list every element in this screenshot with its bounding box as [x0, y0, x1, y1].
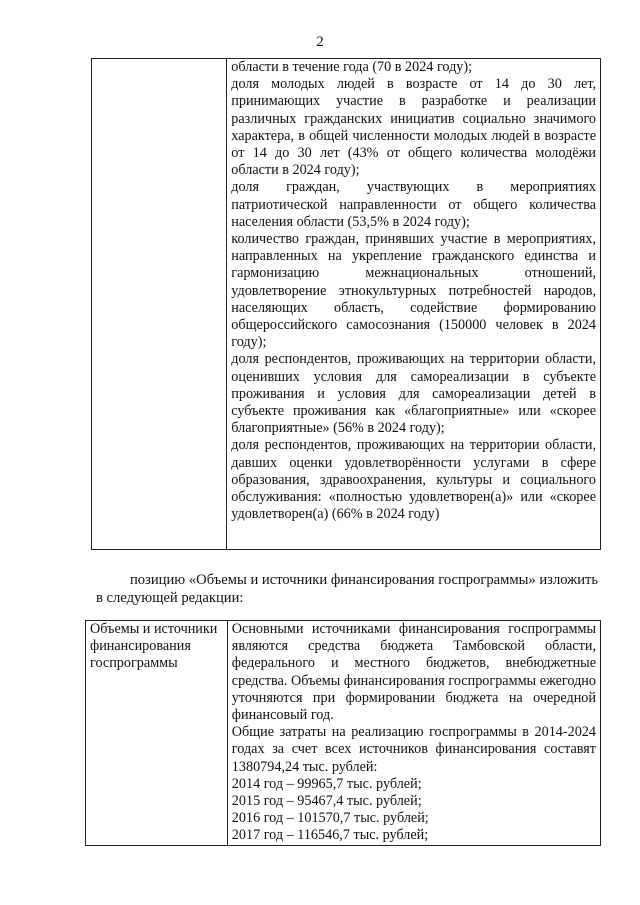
indicators-table [91, 58, 601, 550]
table1-right-cell [227, 59, 601, 550]
intro-text: позицию «Объемы и источники финансирования госпрограммы» изложить в следующей редакции: [96, 572, 599, 606]
table2-right-cell [227, 621, 600, 846]
financing-paragraph: Основными источниками финансирования госпрограммы являются средства бюджета Тамбовской области, федерального и местного бюджетов, внебюджетные средства. Объемы финансирования госпрограммы ежегодно уточняются при формировании бюджета на очередной финансовый год. [231, 621, 596, 724]
intro-paragraph [96, 572, 601, 607]
financing-heading: Объемы и источники финансирования госпрограммы [90, 621, 218, 672]
page-number: 2 [316, 34, 324, 50]
indicator-paragraph: доля молодых людей в возрасте от 14 до 30 лет, принимающих участие в разработке и реализации различных гражданских инициатив социально значимого характера, в общей численности молодых людей в возрасте от 14 до 30 лет (43% от общего количества молодёжи области в 2024 году); [231, 76, 596, 179]
indicator-paragraph: доля респондентов, проживающих на территории области, давших оценки удовлетворённости услугами в сфере образования, здравоохранения, культуры и социального обслуживания: «полностью удовлетворен(а)» или «скорее удовлетворен(а) (66% в 2024 году) [231, 437, 596, 523]
financing-year-line: 2015 год – 95467,4 тыс. рублей; [231, 793, 422, 810]
indicator-paragraph: доля респондентов, проживающих на территории области, оценивших условия для самореализации в субъекте проживания и условия для самореализации детей в субъекте проживания как «благоприятные» или «скорее благоприятные» (56% в 2024 году); [231, 351, 596, 437]
financing-table [85, 620, 601, 846]
table1-left-cell [92, 59, 227, 550]
indicator-paragraph: доля граждан, участвующих в мероприятиях патриотической направленности от общего количества населения области (53,5% в 2024 году); [231, 179, 596, 230]
financing-year-line: 2017 год – 116546,7 тыс. рублей; [231, 827, 429, 844]
indicator-paragraph: количество граждан, принявших участие в мероприятиях, направленных на укрепление гражданского единства и гармонизацию межнациональных отношений, удовлетворение этнокультурных потребностей народов, населяющих область, содействие формированию общероссийского самосознания (150000 человек в 2024 году); [231, 231, 596, 351]
table2-left-cell [86, 621, 228, 846]
financing-year-line: 2014 год – 99965,7 тыс. рублей; [231, 775, 422, 792]
financing-paragraph: Общие затраты на реализацию госпрограммы в 2014-2024 годах за счет всех источников финансирования составят 1380794,24 тыс. рублей: [231, 724, 596, 775]
indicator-paragraph: области в течение года (70 в 2024 году); [231, 59, 473, 75]
financing-year-line: 2016 год – 101570,7 тыс. рублей; [231, 810, 429, 827]
